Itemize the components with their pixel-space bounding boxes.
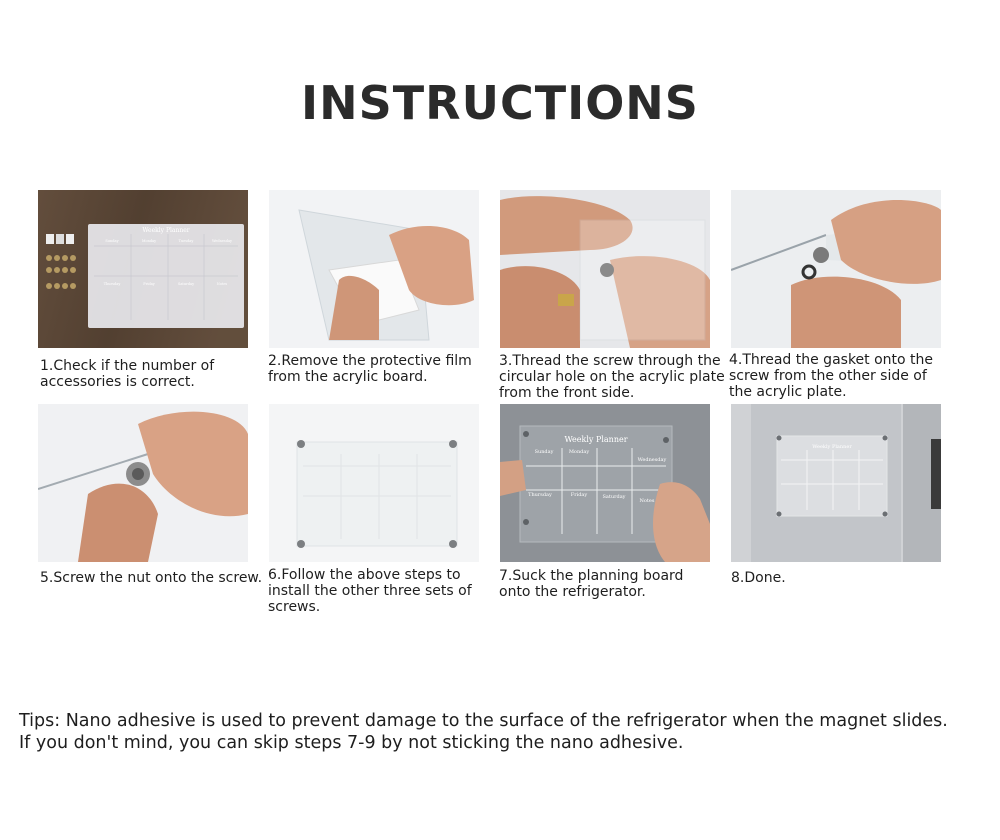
- board-day-wednesday: Wednesday: [211, 239, 233, 243]
- screwing-nut-photo: [38, 404, 248, 562]
- board-notes: Notes: [216, 282, 228, 286]
- board-day-thursday: Thursday: [528, 492, 552, 498]
- board-day-saturday: Saturday: [602, 494, 626, 500]
- board-on-fridge-photo: [500, 404, 710, 562]
- step-7-caption: 7.Suck the planning board onto the refrigerator.: [499, 568, 684, 600]
- board-day-saturday: Saturday: [177, 282, 195, 286]
- board-day-friday: Friday: [570, 492, 588, 498]
- board-title: Weekly Planner: [142, 227, 190, 234]
- board-notes: Notes: [639, 498, 655, 504]
- board-day-sunday: Sunday: [534, 449, 554, 455]
- board-title: Weekly Planner: [812, 444, 852, 450]
- threading-screw-photo: [500, 190, 710, 348]
- board-day-tuesday: Tuesday: [178, 239, 194, 243]
- step-3-caption: 3.Thread the screw through the circular hole on the acrylic plate from the front side.: [499, 353, 725, 401]
- board-day-thursday: Thursday: [103, 282, 121, 286]
- tips-note: Tips: Nano adhesive is used to prevent damage to the surface of the refrigerator when the magnet slides. If you don't mind, you can skip steps 7-9 by not sticking the nano adhesive.: [19, 711, 948, 753]
- threading-gasket-photo: [731, 190, 941, 348]
- finished-board-photo: [731, 404, 941, 562]
- acrylic-board-with-accessories-photo: [38, 190, 248, 348]
- step-2-caption: 2.Remove the protective film from the acrylic board.: [268, 353, 472, 385]
- step-8-caption: 8.Done.: [731, 570, 786, 586]
- step-5-caption: 5.Screw the nut onto the screw.: [40, 570, 263, 586]
- step-1-caption: 1.Check if the number of accessories is correct.: [40, 358, 215, 390]
- step-6-caption: 6.Follow the above steps to install the other three sets of screws.: [268, 567, 472, 615]
- page-title: INSTRUCTIONS: [301, 76, 699, 130]
- step-4-caption: 4.Thread the gasket onto the screw from the other side of the acrylic plate.: [729, 352, 934, 400]
- board-with-screws-photo: [269, 404, 479, 562]
- board-day-sunday: Sunday: [105, 239, 119, 243]
- board-title: Weekly Planner: [564, 435, 628, 444]
- board-day-wednesday: Wednesday: [637, 457, 667, 463]
- peeling-film-photo: [269, 190, 479, 348]
- board-day-friday: Friday: [143, 282, 155, 286]
- board-day-monday: Monday: [141, 239, 157, 243]
- board-day-monday: Monday: [568, 449, 590, 455]
